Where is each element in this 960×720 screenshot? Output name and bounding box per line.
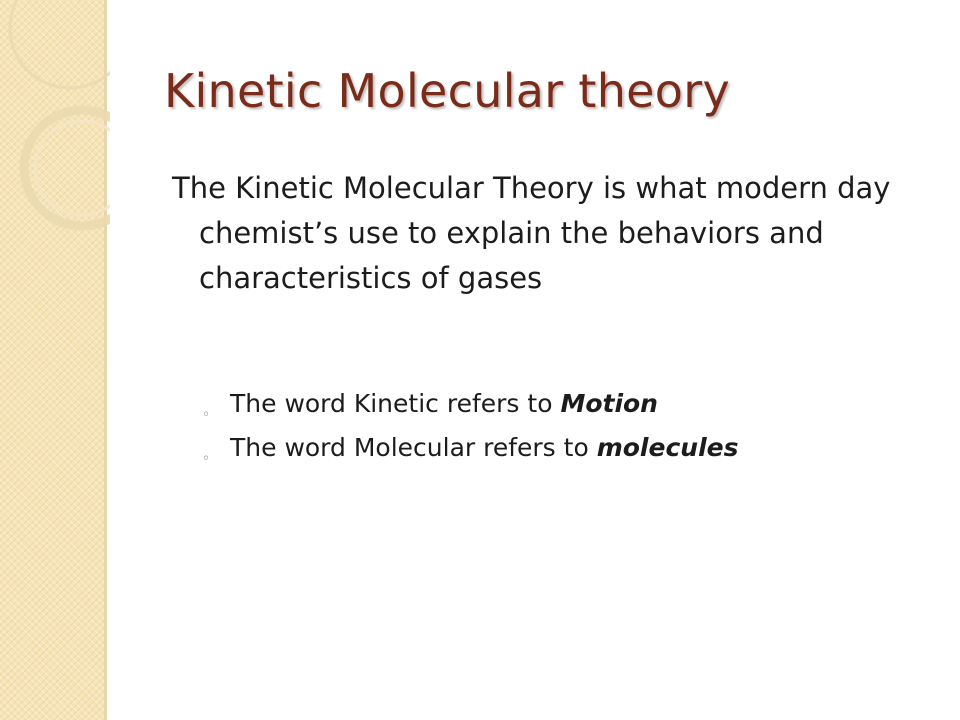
decorative-circle-small-inner [35, 121, 110, 215]
bullet-emphasis: molecules [596, 433, 739, 462]
bullet-list [200, 382, 738, 470]
slide-title: Kinetic Molecular theory [164, 64, 730, 118]
decorative-circle-large [10, 0, 110, 88]
hollow-bullet-icon: ◦ [202, 407, 211, 423]
bullet-emphasis: Motion [560, 389, 658, 418]
decorative-circles [0, 0, 110, 240]
body-paragraph: The Kinetic Molecular Theory is what modern day chemist’s use to explain the behaviors and characteristics of gases [172, 171, 891, 295]
bullet-text: The word Molecular refers to [230, 433, 597, 462]
hollow-bullet-icon: ◦ [202, 451, 211, 467]
decorative-circle-small [24, 110, 110, 226]
bullet-text: The word Kinetic refers to [230, 389, 561, 418]
list-item [200, 426, 738, 470]
list-item [200, 382, 738, 426]
